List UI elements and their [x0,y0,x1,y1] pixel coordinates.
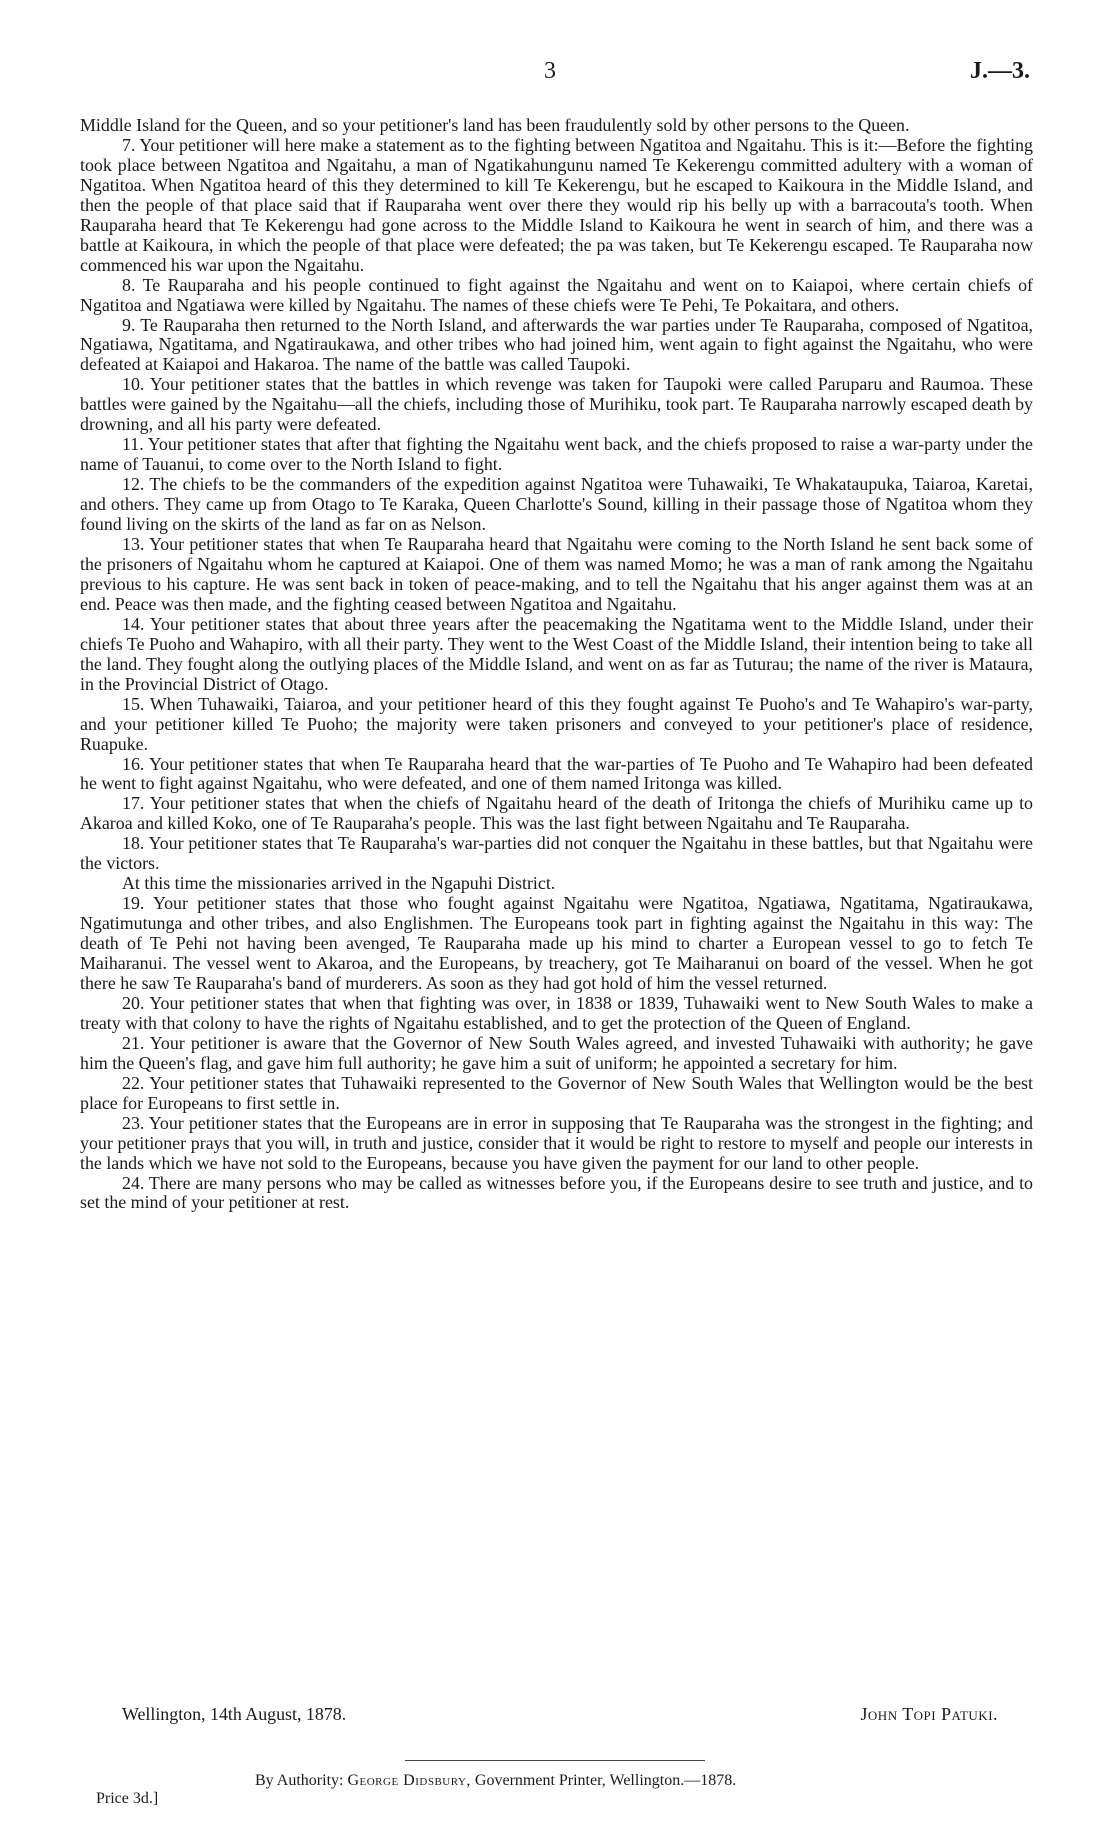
paragraph-15: 15. When Tuhawaiki, Taiaroa, and your petitioner heard of this they fought against Te Puoho's and Te Wahapiro's war-party, and your petitioner killed Te Puoho; the majority were taken prisoners and conveyed to your petitioner's place of residence, Ruapuke. [80,693,1033,754]
paragraph-11: 11. Your petitioner states that after that fighting the Ngaitahu went back, and the chiefs proposed to raise a war-party under the name of Tauanui, to come over to the North Island to fight. [80,434,1033,475]
paragraph-16: 16. Your petitioner states that when Te Rauparaha heard that the war-parties of Te Puoho and Te Wahapiro had been defeated he went to fight against Ngaitahu, who were defeated, and one of them named Iritonga was killed. [80,753,1033,794]
footer-divider [405,1760,705,1761]
printer-suffix: Government Printer, Wellington.—1878. [474,1772,737,1789]
page-number: 3 [544,58,556,84]
signature: John Topi Patuki. [860,1704,998,1724]
authority-prefix: By Authority: [255,1772,344,1789]
paragraph-13: 13. Your petitioner states that when Te Rauparaha heard that Ngaitahu were coming to the North Island he sent back some of the prisoners of Ngaitahu whom he captured at Kaiapoi. One of them was named Momo; he was a man of rank among the Ngaitahu previous to his capture. He was sent back in token of peace-making, and to tell the Ngaitahu that his anger against them was at an end. Peace was then made, and the fighting ceased between Ngatitoa and Ngaitahu. [80,534,1033,614]
paragraph-19: 19. Your petitioner states that those who fought against Ngaitahu were Ngatitoa, Ngatiawa, Ngatitama, Ngatiraukawa, Ngatimutunga and other tribes, and also Englishmen. The Europeans took part in fighting against the Ngaitahu in this way: The death of Te Pehi not having been avenged, Te Rauparaha made up his mind to charter a European vessel to go to fetch Te Maiharanui. The vessel went to Akaroa, and the Europeans, by treachery, got Te Maiharanui on board of the vessel. When he got there he saw Te Rauparaha's band of murderers. As soon as they had got hold of him the vessel returned. [80,893,1033,993]
paragraph-12: 12. The chiefs to be the commanders of the expedition against Ngatitoa were Tuhawaiki, Te Whakataupuka, Taiaroa, Karetai, and others. They came up from Otago to Te Karaka, Queen Charlotte's Sound, killing in their passage those of Ngatitoa whom they found living on the skirts of the land as far on as Nelson. [80,474,1033,535]
paragraph-9: 9. Te Rauparaha then returned to the North Island, and afterwards the war parties under Te Rauparaha, composed of Ngatitoa, Ngatiawa, Ngatitama, and Ngatiraukawa, and other tribes who had joined him, went again to fight against the Ngaitahu, who were defeated at Kaiapoi and Hakaroa. The name of the battle was called Taupoki. [80,314,1033,375]
paragraph-21: 21. Your petitioner is aware that the Governor of New South Wales agreed, and invested Tuhawaiki with authority; he gave him the Queen's flag, and gave him full authority; he gave him a suit of uniform; he appointed a secretary for him. [80,1032,1033,1073]
price: Price 3d.] [96,1790,159,1807]
paragraph-7: 7. Your petitioner will here make a statement as to the fighting between Ngatitoa and Ngaitahu. This is it:—Before the fighting took place between Ngatitoa and Ngaitahu, a man of Ngatikahungunu named Te Kekerengu committed adultery with a woman of Ngatitoa. When Ngatitoa heard of this they determined to kill Te Kekerengu, but he escaped to Kaikoura in the Middle Island, and then the people of that place said that if Rauparaha went over there they would rip his belly up with a barracouta's tooth. When Rauparaha heard that Te Kekerengu had gone across to the Middle Island to Kaikoura he went in search of him, and there was a battle at Kaikoura, in which the people of that place were defeated; the pa was taken, but Te Kekerengu escaped. Te Rauparaha now commenced his war upon the Ngaitahu. [80,134,1033,275]
paragraph-8: 8. Te Rauparaha and his people continued to fight against the Ngaitahu and went on to Kaiapoi, where certain chiefs of Ngatitoa and Ngatiawa were killed by Ngaitahu. The names of these chiefs were Te Pehi, Te Pokaitara, and others. [80,274,1033,315]
paragraph-17: 17. Your petitioner states that when the chiefs of Ngaitahu heard of the death of Iritonga the chiefs of Murihiku came up to Akaroa and killed Koko, one of Te Rauparaha's people. This was the last fight between Ngaitahu and Te Rauparaha. [80,793,1033,834]
paragraph-10: 10. Your petitioner states that the battles in which revenge was taken for Taupoki were called Paruparu and Raumoa. These battles were gained by the Ngaitahu—all the chiefs, including those of Murihiku, took part. Te Rauparaha narrowly escaped death by drowning, and all his party were defeated. [80,374,1033,435]
paragraph-22: 22. Your petitioner states that Tuhawaiki represented to the Governor of New South Wales that Wellington would be the best place for Europeans to first settle in. [80,1072,1033,1113]
petition-body [80,116,1033,1213]
paragraph-24: 24. There are many persons who may be called as witnesses before you, if the Europeans desire to see truth and justice, and to set the mind of your petitioner at rest. [80,1172,1033,1213]
printer-imprint [255,1772,736,1790]
signoff [80,1704,1033,1726]
printer-name: George Didsbury, [347,1772,471,1789]
document-reference: J.—3. [970,58,1030,84]
paragraph-continuation: Middle Island for the Queen, and so your petitioner's land has been fraudulently sold by other persons to the Queen. [80,115,910,135]
paragraph-23: 23. Your petitioner states that the Europeans are in error in supposing that Te Rauparaha was the strongest in the fighting; and your petitioner prays that you will, in truth and justice, consider that it would be right to restore to myself and people our interests in the lands which we have not sold to the Europeans, because you have given the payment for our land to other people. [80,1112,1033,1173]
paragraph-20: 20. Your petitioner states that when that fighting was over, in 1838 or 1839, Tuhawaiki went to New South Wales to make a treaty with that colony to have the rights of Ngaitahu established, and to get the protection of the Queen of England. [80,992,1033,1033]
paragraph-missionaries: At this time the missionaries arrived in the Ngapuhi District. [122,873,556,894]
paragraph-18: 18. Your petitioner states that Te Rauparaha's war-parties did not conquer the Ngaitahu in these battles, but that Ngaitahu were the victors. [80,833,1033,874]
paragraph-14: 14. Your petitioner states that about three years after the peacemaking the Ngatitama went to the Middle Island, under their chiefs Te Puoho and Wahapiro, with all their party. They went to the West Coast of the Middle Island, their intention being to take all the land. They fought along the outlying places of the Middle Island, and went on as far as Tuturau; the name of the river is Mataura, in the Provincial District of Otago. [80,613,1033,694]
place-date: Wellington, 14th August, 1878. [122,1704,347,1724]
